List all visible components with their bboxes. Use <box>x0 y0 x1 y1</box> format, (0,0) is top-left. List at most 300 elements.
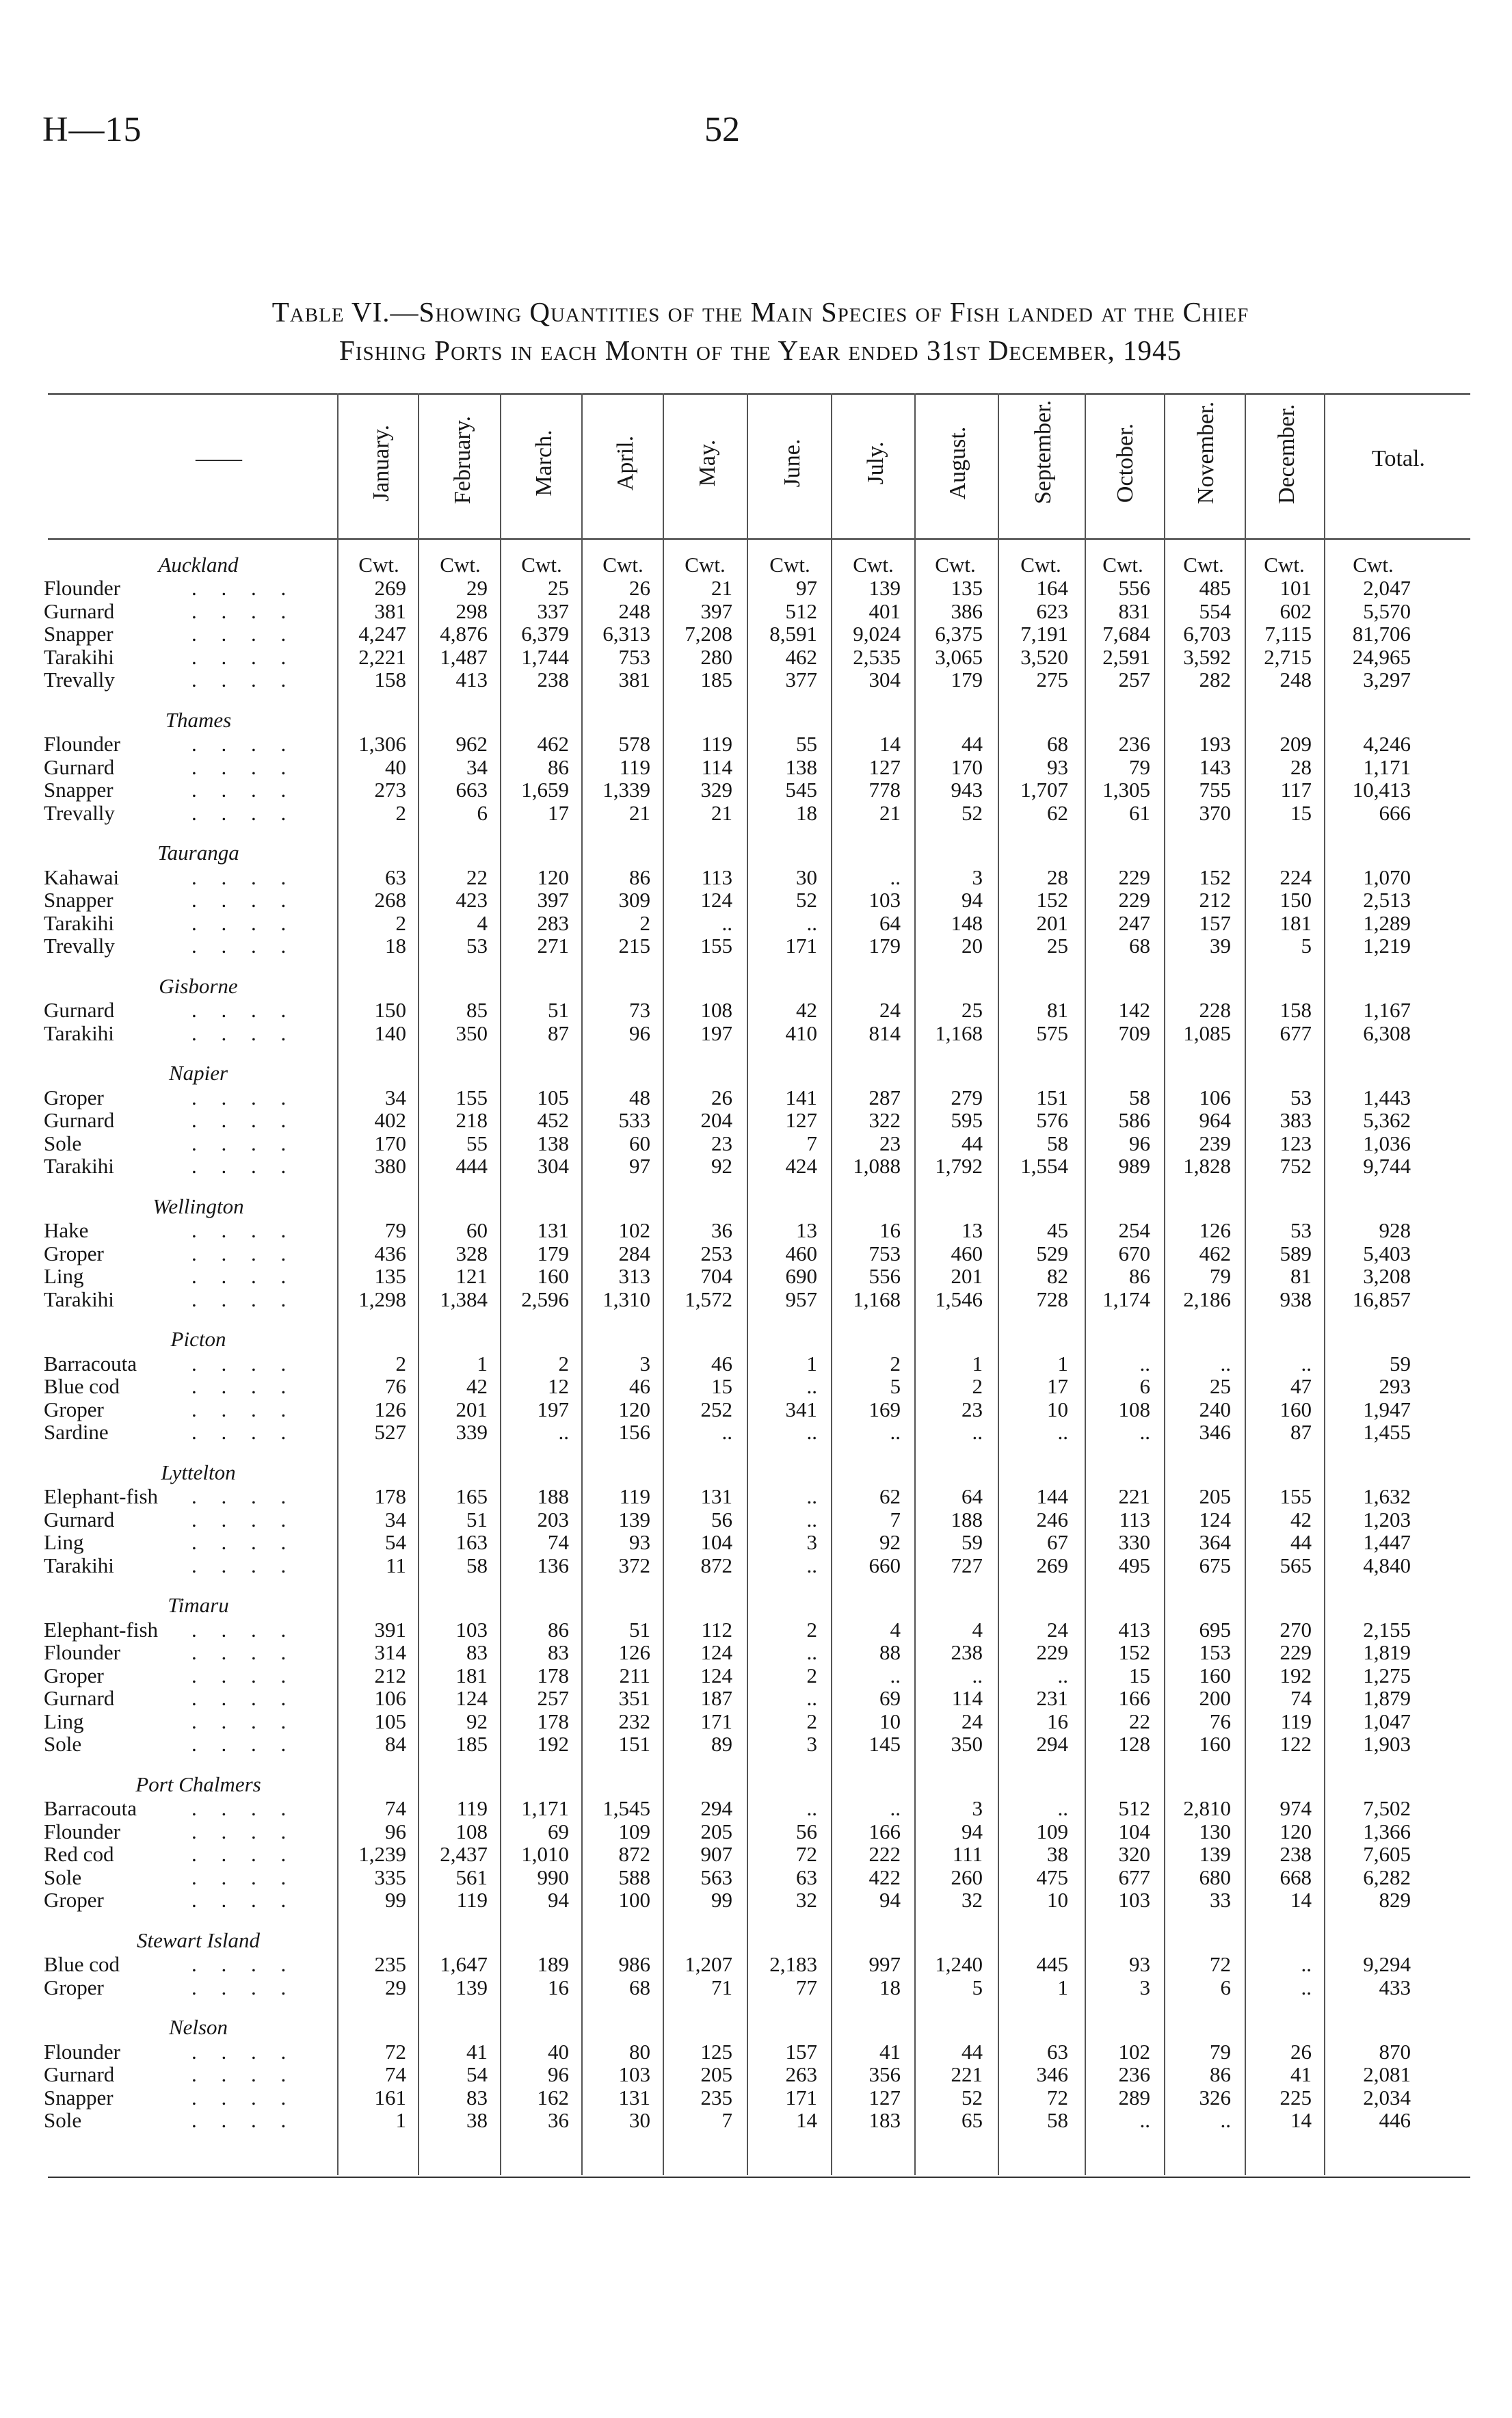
leader-dots: . . . . <box>191 865 296 889</box>
month-cell: 2 <box>395 800 406 825</box>
species-label: Gurnard <box>44 599 115 623</box>
species-label: Groper <box>44 1888 104 1912</box>
month-cell: 32 <box>961 1888 983 1912</box>
month-cell: 83 <box>466 1640 488 1664</box>
month-cell: 13 <box>961 1218 983 1242</box>
month-cell: 25 <box>1047 934 1068 958</box>
month-cell: 236 <box>1118 732 1150 756</box>
month-cell: 103 <box>868 888 901 912</box>
month-cell: 88 <box>879 1640 901 1664</box>
total-cell: 6,308 <box>1363 1021 1411 1045</box>
month-cell: 83 <box>548 1640 569 1664</box>
species-label: Flounder <box>44 2039 120 2064</box>
leader-dots: . . . . <box>191 910 296 935</box>
month-cell: 113 <box>701 865 732 889</box>
leader-dots: . . . . <box>191 998 296 1022</box>
unit-label: Cwt. <box>769 553 810 577</box>
species-label: Ling <box>44 1264 84 1288</box>
month-header: December. <box>1274 404 1299 504</box>
month-cell: 990 <box>537 1865 569 1889</box>
month-cell: 62 <box>879 1484 901 1508</box>
month-cell: 126 <box>618 1640 650 1664</box>
month-cell: 239 <box>1199 1131 1231 1155</box>
unit-label: Cwt. <box>1183 553 1224 577</box>
month-cell: 533 <box>618 1108 650 1132</box>
month-cell: 74 <box>548 1530 569 1554</box>
month-cell: 413 <box>1118 1617 1150 1642</box>
month-cell: 135 <box>374 1264 406 1288</box>
month-cell: .. <box>1220 1351 1231 1376</box>
month-cell: 12 <box>548 1374 569 1398</box>
month-cell: 257 <box>537 1686 569 1710</box>
month-cell: 201 <box>951 1264 983 1288</box>
month-cell: .. <box>890 1420 901 1444</box>
month-cell: 93 <box>1129 1952 1150 1976</box>
species-label: Gurnard <box>44 2062 115 2086</box>
month-cell: 2 <box>806 1663 817 1687</box>
month-cell: 55 <box>466 1131 488 1155</box>
species-label: Tarakihi <box>44 1553 114 1577</box>
species-label: Gurnard <box>44 1686 115 1710</box>
species-label: Red cod <box>44 1842 114 1866</box>
species-label: Sole <box>44 2108 82 2132</box>
month-cell: 957 <box>785 1287 817 1311</box>
month-cell: .. <box>1220 2108 1231 2132</box>
month-cell: 76 <box>1210 1709 1231 1733</box>
leader-dots: . . . . <box>191 1420 296 1444</box>
month-cell: .. <box>1301 1952 1312 1976</box>
month-cell: 1,085 <box>1183 1021 1231 1045</box>
month-cell: 42 <box>466 1374 488 1398</box>
month-cell: .. <box>806 1420 817 1444</box>
month-cell: 203 <box>537 1507 569 1532</box>
month-cell: 68 <box>1047 732 1068 756</box>
month-cell: 512 <box>1118 1796 1150 1820</box>
month-cell: 670 <box>1118 1241 1150 1265</box>
month-cell: 3,065 <box>935 644 983 669</box>
month-cell: 752 <box>1279 1154 1312 1178</box>
total-header: Total. <box>1372 446 1425 471</box>
month-cell: 79 <box>385 1218 406 1242</box>
species-label: Tarakihi <box>44 910 114 935</box>
total-cell: 1,070 <box>1363 865 1411 889</box>
port-heading: Thames <box>165 707 232 732</box>
month-cell: 3 <box>806 1530 817 1554</box>
month-cell: 337 <box>537 599 569 623</box>
month-cell: 54 <box>466 2062 488 2086</box>
month-cell: 162 <box>537 2085 569 2110</box>
month-cell: .. <box>806 1484 817 1508</box>
table-title-line-2: Fishing Ports in each Month of the Year ended 31st December, 1945 <box>339 334 1182 366</box>
month-cell: 68 <box>1129 934 1150 958</box>
month-cell: 10 <box>1047 1888 1068 1912</box>
month-cell: .. <box>972 1420 983 1444</box>
month-cell: 14 <box>1290 1888 1312 1912</box>
leader-dots: . . . . <box>191 1241 296 1265</box>
month-cell: 4,247 <box>358 622 406 646</box>
leader-dots: . . . . <box>191 1507 296 1532</box>
month-cell: 2,437 <box>440 1842 488 1866</box>
month-cell: 680 <box>1199 1865 1231 1889</box>
species-label: Trevally <box>44 934 115 958</box>
month-cell: 527 <box>374 1420 406 1444</box>
leader-dots: . . . . <box>191 1709 296 1733</box>
month-cell: 166 <box>1118 1686 1150 1710</box>
month-cell: 82 <box>1047 1264 1068 1288</box>
leader-dots: . . . . <box>191 1796 296 1820</box>
leader-dots: . . . . <box>191 1351 296 1376</box>
month-cell: 339 <box>455 1420 488 1444</box>
month-cell: 1,339 <box>602 778 650 802</box>
month-cell: 872 <box>700 1553 732 1577</box>
month-cell: 54 <box>385 1530 406 1554</box>
month-cell: 39 <box>1210 934 1231 958</box>
month-cell: 335 <box>374 1865 406 1889</box>
month-cell: 4,876 <box>440 622 488 646</box>
month-cell: 125 <box>700 2039 732 2064</box>
month-cell: 105 <box>537 1085 569 1109</box>
month-cell: 79 <box>1129 754 1150 779</box>
month-cell: 709 <box>1118 1021 1150 1045</box>
month-cell: 14 <box>879 732 901 756</box>
leader-dots: . . . . <box>191 1218 296 1242</box>
month-cell: 271 <box>537 934 569 958</box>
leader-dots: . . . . <box>191 1952 296 1976</box>
header-rule <box>48 538 1470 540</box>
month-cell: 138 <box>537 1131 569 1155</box>
species-label: Gurnard <box>44 1108 115 1132</box>
month-cell: 1,305 <box>1102 778 1150 802</box>
month-cell: 3 <box>806 1732 817 1756</box>
month-cell: 263 <box>785 2062 817 2086</box>
month-cell: 2,596 <box>521 1287 569 1311</box>
leader-dots: . . . . <box>191 1663 296 1687</box>
month-cell: 18 <box>385 934 406 958</box>
month-cell: 106 <box>1199 1085 1231 1109</box>
month-cell: 65 <box>961 2108 983 2132</box>
month-cell: .. <box>1139 2108 1150 2132</box>
species-label: Blue cod <box>44 1952 120 1976</box>
total-cell: 1,203 <box>1363 1507 1411 1532</box>
month-cell: 1 <box>477 1351 488 1376</box>
month-cell: 1,554 <box>1020 1154 1068 1178</box>
month-cell: 29 <box>385 1975 406 1999</box>
month-cell: 155 <box>455 1085 488 1109</box>
month-cell: 545 <box>785 778 817 802</box>
month-cell: 346 <box>1199 1420 1231 1444</box>
species-label: Flounder <box>44 576 120 600</box>
month-cell: 7,191 <box>1020 622 1068 646</box>
month-cell: 93 <box>629 1530 650 1554</box>
month-cell: 124 <box>455 1686 488 1710</box>
month-cell: 192 <box>1279 1663 1312 1687</box>
month-cell: 814 <box>868 1021 901 1045</box>
month-cell: 997 <box>868 1952 901 1976</box>
month-cell: 44 <box>961 2039 983 2064</box>
month-cell: 269 <box>374 576 406 600</box>
month-cell: 140 <box>374 1021 406 1045</box>
month-cell: 284 <box>618 1241 650 1265</box>
total-cell: 81,706 <box>1352 622 1411 646</box>
month-cell: 153 <box>1199 1640 1231 1664</box>
month-cell: 120 <box>1279 1819 1312 1843</box>
month-cell: 287 <box>868 1085 901 1109</box>
month-header: June. <box>780 438 805 488</box>
month-cell: 401 <box>868 599 901 623</box>
port-heading: Port Chalmers <box>135 1772 261 1796</box>
month-cell: 18 <box>796 800 817 825</box>
month-cell: .. <box>558 1420 569 1444</box>
month-cell: 7 <box>806 1131 817 1155</box>
month-cell: 410 <box>785 1021 817 1045</box>
month-cell: 160 <box>1199 1732 1231 1756</box>
month-cell: 178 <box>537 1709 569 1733</box>
month-cell: 14 <box>1290 2108 1312 2132</box>
month-cell: 1,240 <box>935 1952 983 1976</box>
month-cell: 40 <box>548 2039 569 2064</box>
month-cell: 21 <box>711 800 732 825</box>
month-cell: 119 <box>701 732 732 756</box>
month-cell: 1 <box>972 1351 983 1376</box>
month-cell: 46 <box>711 1351 732 1376</box>
species-label: Groper <box>44 1663 104 1687</box>
month-cell: 160 <box>1279 1397 1312 1421</box>
leader-dots: . . . . <box>191 754 296 779</box>
month-cell: 178 <box>374 1484 406 1508</box>
month-header: April. <box>613 435 638 491</box>
month-cell: 1,487 <box>440 644 488 669</box>
month-cell: 1 <box>806 1351 817 1376</box>
month-cell: 322 <box>868 1108 901 1132</box>
month-cell: 119 <box>619 754 650 779</box>
month-cell: 238 <box>1279 1842 1312 1866</box>
month-cell: 205 <box>1199 1484 1231 1508</box>
leader-dots: . . . . <box>191 1374 296 1398</box>
month-cell: 475 <box>1036 1865 1068 1889</box>
month-cell: 364 <box>1199 1530 1231 1554</box>
leader-dots: . . . . <box>191 2108 296 2132</box>
month-cell: 183 <box>868 2108 901 2132</box>
month-cell: 381 <box>618 668 650 692</box>
month-cell: 462 <box>1199 1241 1231 1265</box>
month-cell: 304 <box>868 668 901 692</box>
month-cell: 152 <box>1036 888 1068 912</box>
month-cell: 595 <box>951 1108 983 1132</box>
month-cell: 228 <box>1199 998 1231 1022</box>
month-cell: 157 <box>785 2039 817 2064</box>
total-cell: 1,632 <box>1363 1484 1411 1508</box>
month-cell: 329 <box>700 778 732 802</box>
month-cell: 151 <box>1036 1085 1068 1109</box>
month-cell: 2,591 <box>1102 644 1150 669</box>
month-cell: 71 <box>711 1975 732 1999</box>
month-cell: 1 <box>1057 1975 1068 1999</box>
month-cell: 94 <box>961 888 983 912</box>
month-cell: 413 <box>455 668 488 692</box>
month-cell: 660 <box>868 1553 901 1577</box>
month-cell: 121 <box>455 1264 488 1288</box>
month-cell: 222 <box>868 1842 901 1866</box>
month-cell: 74 <box>385 2062 406 2086</box>
month-cell: 197 <box>537 1397 569 1421</box>
month-cell: 20 <box>961 934 983 958</box>
month-cell: 92 <box>879 1530 901 1554</box>
month-cell: 209 <box>1279 732 1312 756</box>
month-cell: 377 <box>785 668 817 692</box>
total-cell: 1,167 <box>1363 998 1411 1022</box>
unit-label: Cwt. <box>358 553 399 577</box>
month-cell: 166 <box>868 1819 901 1843</box>
species-label: Sardine <box>44 1420 109 1444</box>
month-cell: 135 <box>951 576 983 600</box>
unit-label: Cwt. <box>1264 553 1305 577</box>
month-cell: 160 <box>1199 1663 1231 1687</box>
month-cell: 151 <box>618 1732 650 1756</box>
month-cell: 2,715 <box>1264 644 1312 669</box>
month-cell: 5 <box>1301 934 1312 958</box>
month-cell: 2,810 <box>1183 1796 1231 1820</box>
month-cell: 221 <box>1118 1484 1150 1508</box>
month-cell: 252 <box>700 1397 732 1421</box>
leader-dots: . . . . <box>191 1640 296 1664</box>
month-cell: 460 <box>785 1241 817 1265</box>
month-cell: 2 <box>395 910 406 935</box>
total-cell: 5,362 <box>1363 1108 1411 1132</box>
month-cell: 44 <box>1290 1530 1312 1554</box>
month-cell: 164 <box>1036 576 1068 600</box>
month-cell: 105 <box>374 1709 406 1733</box>
month-cell: 81 <box>1290 1264 1312 1288</box>
month-cell: 275 <box>1036 668 1068 692</box>
month-cell: 41 <box>879 2039 901 2064</box>
month-header: November. <box>1193 401 1219 504</box>
month-cell: 462 <box>785 644 817 669</box>
month-cell: 3 <box>972 1796 983 1820</box>
species-label: Groper <box>44 1975 104 1999</box>
month-cell: 144 <box>1036 1484 1068 1508</box>
month-cell: 22 <box>466 865 488 889</box>
month-cell: 7 <box>721 2108 732 2132</box>
month-cell: 148 <box>951 910 983 935</box>
bottom-rule <box>48 2177 1470 2178</box>
month-cell: 158 <box>1279 998 1312 1022</box>
month-cell: 989 <box>1118 1154 1150 1178</box>
month-cell: 351 <box>618 1686 650 1710</box>
total-cell: 293 <box>1379 1374 1411 1398</box>
month-cell: 753 <box>868 1241 901 1265</box>
total-cell: 433 <box>1379 1975 1411 1999</box>
month-cell: 169 <box>868 1397 901 1421</box>
month-cell: 236 <box>1118 2062 1150 2086</box>
month-cell: 127 <box>868 754 901 779</box>
month-cell: 86 <box>548 754 569 779</box>
month-cell: 79 <box>1210 2039 1231 2064</box>
leader-dots: . . . . <box>191 888 296 912</box>
month-cell: 79 <box>1210 1264 1231 1288</box>
month-cell: 131 <box>537 1218 569 1242</box>
month-cell: 1,647 <box>440 1952 488 1976</box>
total-cell: 870 <box>1379 2039 1411 2064</box>
port-heading: Gisborne <box>159 973 238 998</box>
month-cell: 106 <box>374 1686 406 1710</box>
month-cell: 193 <box>1199 732 1231 756</box>
month-cell: .. <box>890 1796 901 1820</box>
port-heading: Nelson <box>168 2015 228 2039</box>
month-cell: 72 <box>796 1842 817 1866</box>
month-cell: 171 <box>785 934 817 958</box>
month-cell: 179 <box>537 1241 569 1265</box>
month-cell: 578 <box>618 732 650 756</box>
month-cell: 397 <box>537 888 569 912</box>
month-cell: 192 <box>537 1732 569 1756</box>
month-cell: 15 <box>1290 800 1312 825</box>
month-cell: 232 <box>618 1709 650 1733</box>
month-cell: 238 <box>951 1640 983 1664</box>
month-cell: 131 <box>700 1484 732 1508</box>
month-cell: 728 <box>1036 1287 1068 1311</box>
month-cell: 2 <box>558 1351 569 1376</box>
month-cell: 141 <box>785 1085 817 1109</box>
month-cell: 158 <box>374 668 406 692</box>
month-cell: 1,088 <box>853 1154 901 1178</box>
month-cell: 677 <box>1279 1021 1312 1045</box>
month-cell: 225 <box>1279 2085 1312 2110</box>
month-cell: 201 <box>1036 910 1068 935</box>
month-cell: 179 <box>951 668 983 692</box>
species-label: Ling <box>44 1709 84 1733</box>
month-cell: 2 <box>806 1709 817 1733</box>
page-number: 52 <box>704 110 740 149</box>
total-cell: 2,047 <box>1363 576 1411 600</box>
month-cell: 131 <box>618 2085 650 2110</box>
month-cell: 268 <box>374 888 406 912</box>
month-cell: 128 <box>1118 1732 1150 1756</box>
month-cell: 452 <box>537 1108 569 1132</box>
month-cell: 84 <box>385 1732 406 1756</box>
month-cell: 289 <box>1118 2085 1150 2110</box>
month-cell: 260 <box>951 1865 983 1889</box>
month-cell: 273 <box>374 778 406 802</box>
month-cell: 211 <box>619 1663 650 1687</box>
species-label: Elephant-fish <box>44 1484 159 1508</box>
month-header: October. <box>1113 423 1138 503</box>
total-cell: 3,208 <box>1363 1264 1411 1288</box>
month-cell: 138 <box>785 754 817 779</box>
month-cell: 677 <box>1118 1865 1150 1889</box>
month-cell: 872 <box>618 1842 650 1866</box>
month-cell: 63 <box>385 865 406 889</box>
month-cell: 111 <box>952 1842 983 1866</box>
month-cell: 163 <box>455 1530 488 1554</box>
month-cell: 24 <box>879 998 901 1022</box>
total-cell: 1,819 <box>1363 1640 1411 1664</box>
month-cell: 1 <box>1057 1351 1068 1376</box>
month-cell: 668 <box>1279 1865 1312 1889</box>
month-cell: 30 <box>629 2108 650 2132</box>
month-cell: 346 <box>1036 2062 1068 2086</box>
month-cell: .. <box>806 1553 817 1577</box>
month-cell: 2,186 <box>1183 1287 1231 1311</box>
total-cell: 666 <box>1379 800 1411 825</box>
total-cell: 4,246 <box>1363 732 1411 756</box>
month-cell: 1,171 <box>521 1796 569 1820</box>
month-cell: 1,546 <box>935 1287 983 1311</box>
month-cell: 247 <box>1118 910 1150 935</box>
month-cell: 52 <box>961 2085 983 2110</box>
month-cell: 986 <box>618 1952 650 1976</box>
month-cell: 179 <box>868 934 901 958</box>
month-cell: 108 <box>455 1819 488 1843</box>
